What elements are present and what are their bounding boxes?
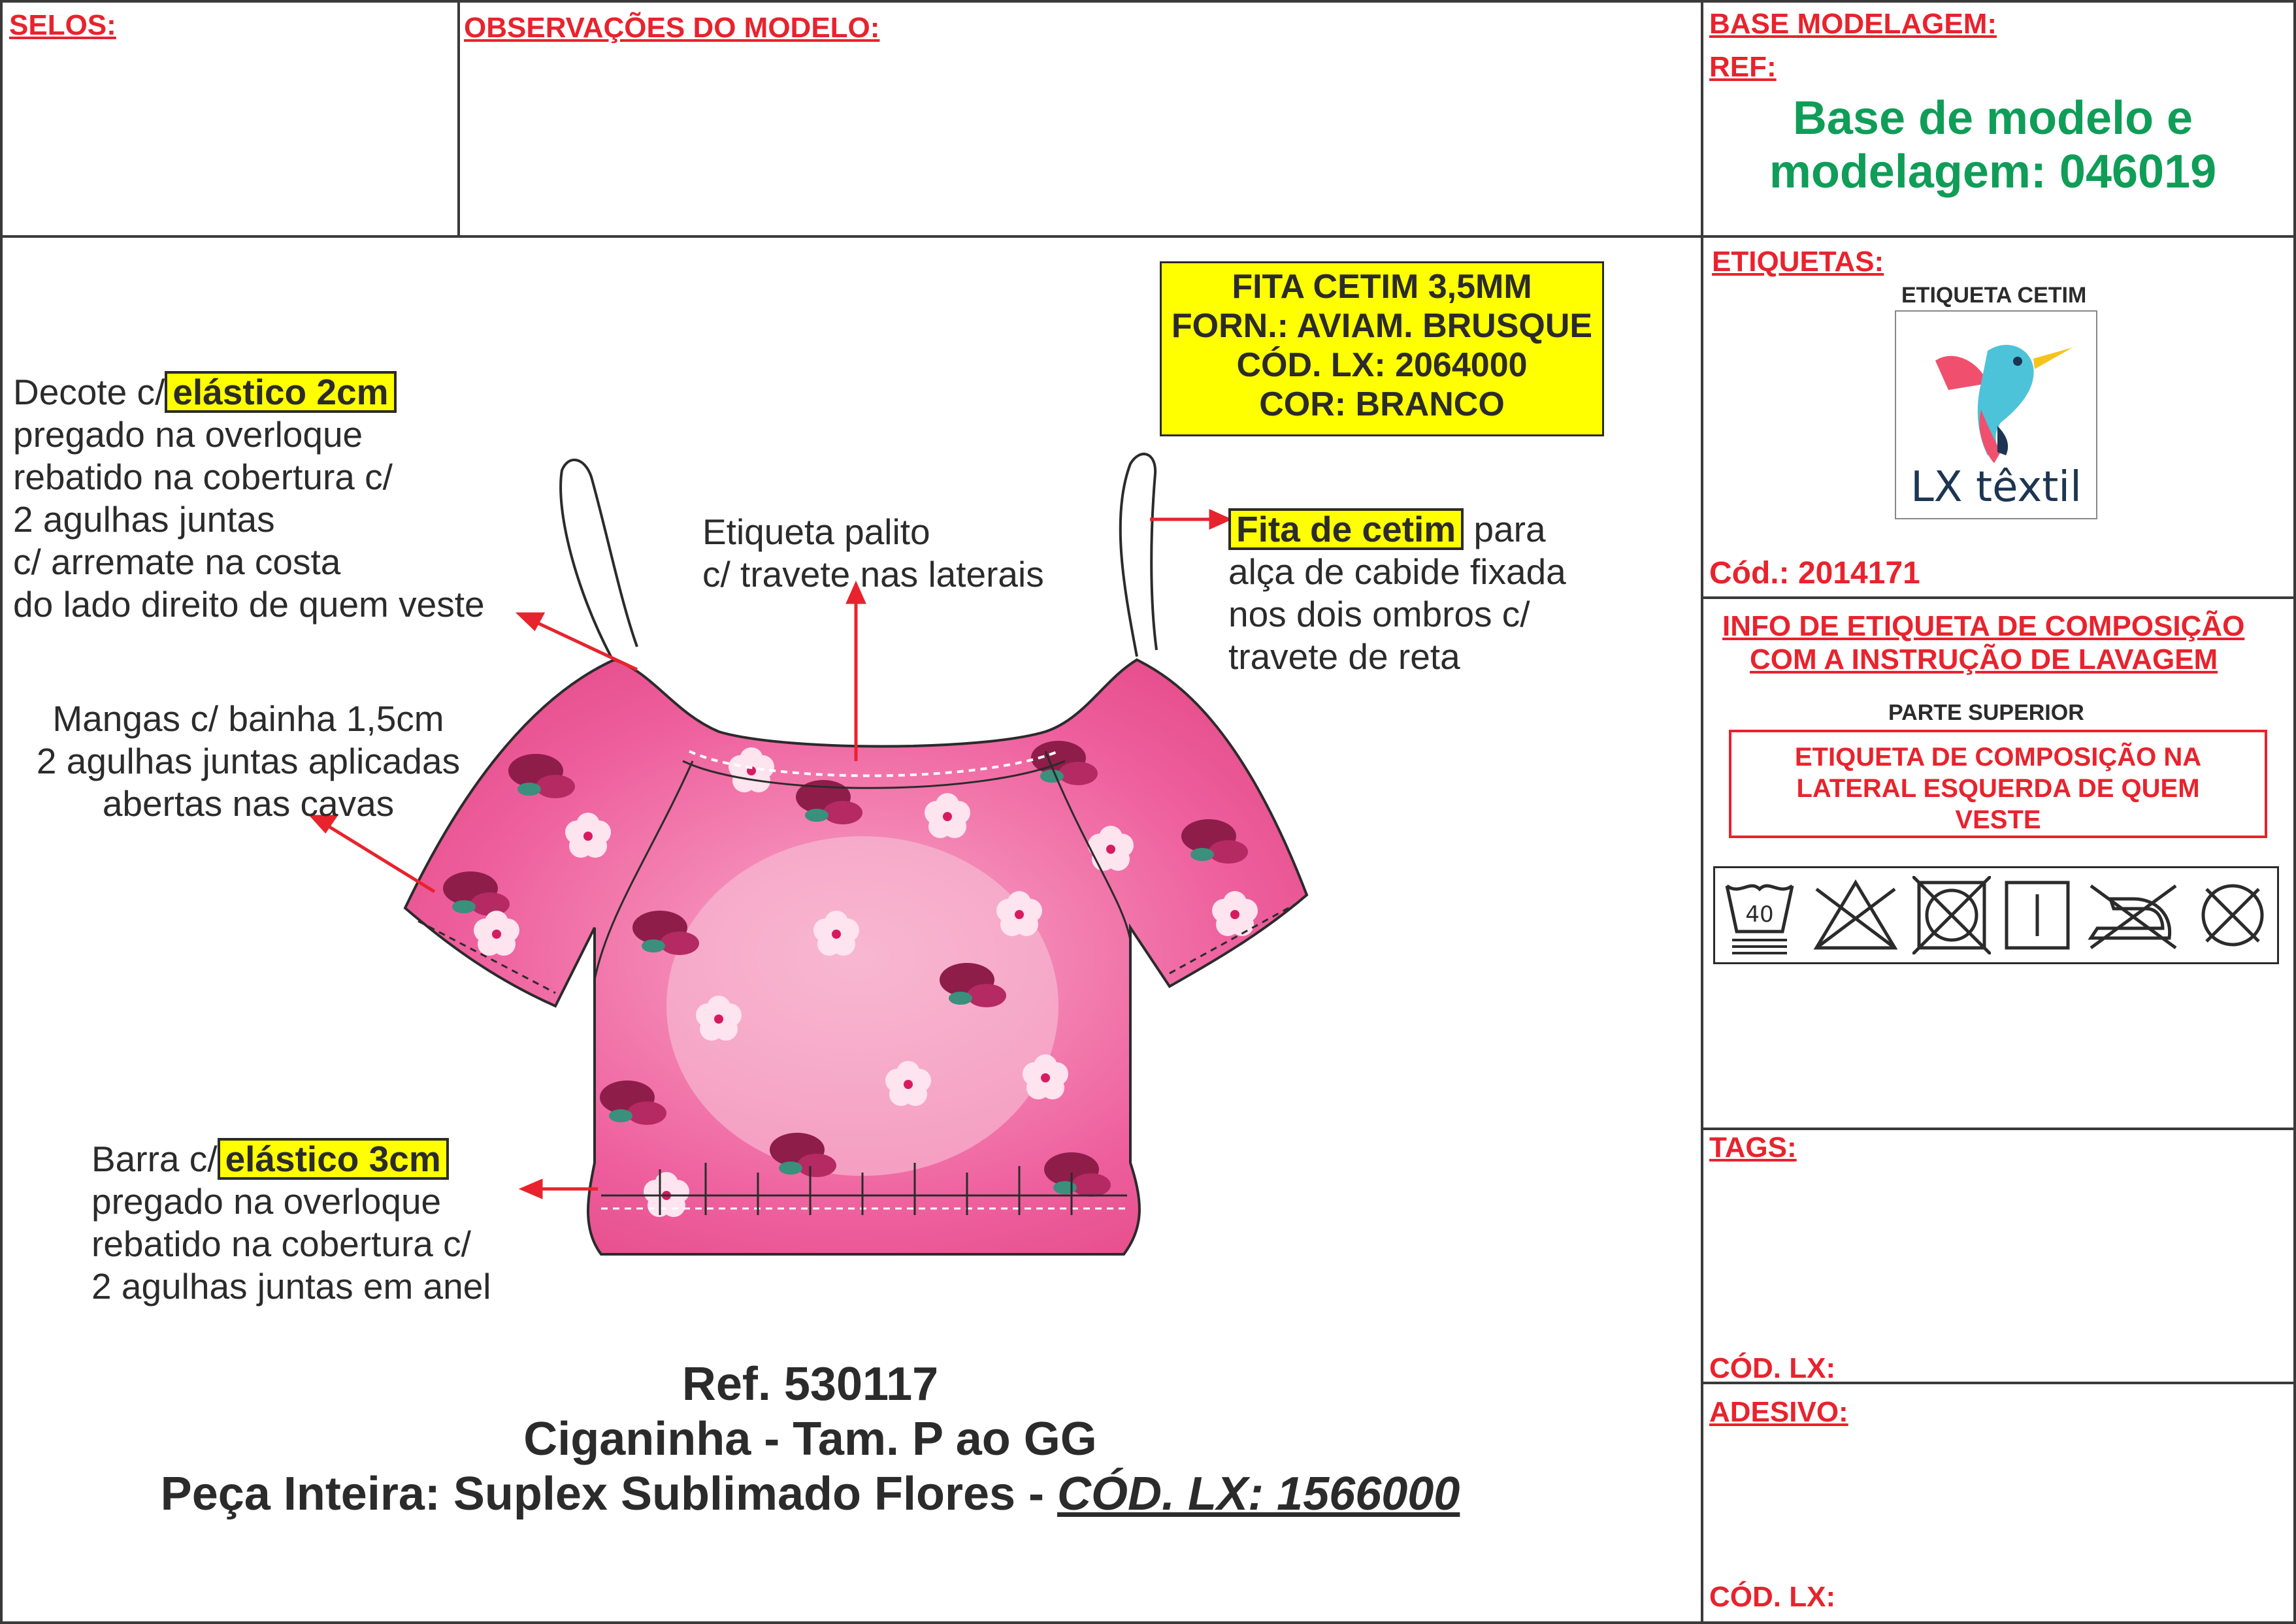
adesivo-cod-lx: CÓD. LX: xyxy=(1709,1581,1836,1613)
info-composicao-line1: INFO DE ETIQUETA DE COMPOSIÇÃO xyxy=(1722,610,2245,642)
barra-highlight: elástico 3cm xyxy=(218,1138,449,1180)
decote-line: rebatido na cobertura c/ xyxy=(13,457,393,497)
base-ref-line2: modelagem: 046019 xyxy=(1769,146,2217,198)
fita-spec-line: COR: BRANCO xyxy=(1259,385,1505,423)
fita-suffix: para xyxy=(1464,509,1546,549)
fita-spec-line: FITA CETIM 3,5MM xyxy=(1232,268,1532,306)
parte-superior-label: PARTE SUPERIOR xyxy=(1888,700,2084,725)
sidebar-divider xyxy=(1701,0,1703,1624)
wash-40-icon xyxy=(1720,873,1799,958)
lx-textil-logo xyxy=(1895,310,2097,519)
etiqueta-palito-line: c/ travete nas laterais xyxy=(702,554,1044,594)
barra-line: pregado na overloque xyxy=(91,1181,442,1222)
fabric-prefix: Peça Inteira: Suplex Sublimado Flores - xyxy=(160,1468,1058,1520)
svg-text:LX têxtil: LX têxtil xyxy=(1911,463,2082,512)
fita-line: alça de cabide fixada xyxy=(1228,551,1566,592)
etiqueta-cod: Cód.: 2014171 xyxy=(1709,556,1920,591)
no-bleach-icon xyxy=(1810,876,1901,954)
observacoes-label: OBSERVAÇÕES DO MODELO: xyxy=(464,12,880,44)
mangas-line: abertas nas cavas xyxy=(102,783,395,824)
fita-line: travete de reta xyxy=(1228,636,1460,677)
product-name: Ciganinha - Tam. P ao GG xyxy=(523,1413,1097,1465)
barra-prefix: Barra c/ xyxy=(91,1139,218,1179)
fita-highlight: Fita de cetim xyxy=(1228,508,1464,550)
selos-label: SELOS: xyxy=(9,9,116,41)
tags-label: TAGS: xyxy=(1709,1131,1797,1163)
etiqueta-cetim-label: ETIQUETA CETIM xyxy=(1901,283,2087,308)
composicao-line: ETIQUETA DE COMPOSIÇÃO NA xyxy=(1794,743,2202,771)
ref-label: REF: xyxy=(1709,51,1777,83)
composicao-box xyxy=(1729,730,2267,838)
product-fabric xyxy=(0,1467,1660,1521)
product-ref: Ref. 530117 xyxy=(681,1358,939,1410)
tags-divider xyxy=(1701,1128,2296,1130)
mangas-line: 2 agulhas juntas aplicadas xyxy=(36,741,461,781)
adesivo-label: ADESIVO: xyxy=(1709,1396,1848,1428)
fita-spec-line: CÓD. LX: 2064000 xyxy=(1236,346,1528,384)
decote-line: pregado na overloque xyxy=(13,414,363,455)
etiquetas-label: ETIQUETAS: xyxy=(1712,246,1884,278)
fita-note xyxy=(1228,508,1566,678)
decote-line: c/ arremate na costa xyxy=(13,542,341,582)
composicao-line: LATERAL ESQUERDA DE QUEM xyxy=(1796,774,2200,803)
info-composicao-line2: COM A INSTRUÇÃO DE LAVAGEM xyxy=(1750,643,2218,675)
fita-spec-line: FORN.: AVIAM. BRUSQUE xyxy=(1171,307,1593,345)
base-modelagem-label: BASE MODELAGEM: xyxy=(1709,8,1997,40)
decote-line: 2 agulhas juntas xyxy=(13,499,275,540)
barra-line: rebatido na cobertura c/ xyxy=(91,1224,471,1264)
fita-line: nos dois ombros c/ xyxy=(1228,594,1530,634)
mangas-note xyxy=(13,698,484,825)
decote-prefix: Decote c/ xyxy=(13,372,165,412)
composicao-line: VESTE xyxy=(1955,805,2041,834)
barra-line: 2 agulhas juntas em anel xyxy=(91,1266,491,1307)
wash-temp-text: 40 xyxy=(1745,901,1774,928)
no-dry-clean-icon xyxy=(2193,876,2272,954)
decote-highlight: elástico 2cm xyxy=(165,371,396,413)
base-ref-text xyxy=(1712,91,2274,199)
fita-spec-box xyxy=(1160,261,1604,436)
line-dry-icon xyxy=(2001,876,2073,954)
mangas-line: Mangas c/ bainha 1,5cm xyxy=(52,698,444,739)
care-symbols-box xyxy=(1713,866,2279,964)
base-ref-line1: Base de modelo e xyxy=(1792,92,2193,144)
no-iron-icon xyxy=(2084,876,2182,954)
no-tumble-dry-icon xyxy=(1912,876,1991,954)
hummingbird-icon xyxy=(1896,312,2096,518)
etiqueta-palito-note xyxy=(702,511,1044,596)
etiquetas-divider xyxy=(1701,596,2296,599)
fabric-code: CÓD. LX: 1566000 xyxy=(1057,1468,1460,1520)
decote-line: do lado direito de quem veste xyxy=(13,584,485,625)
etiqueta-palito-line: Etiqueta palito xyxy=(702,512,930,552)
decote-note xyxy=(13,371,485,626)
barra-note xyxy=(91,1138,491,1308)
tags-cod-lx: CÓD. LX: xyxy=(1709,1352,1836,1384)
